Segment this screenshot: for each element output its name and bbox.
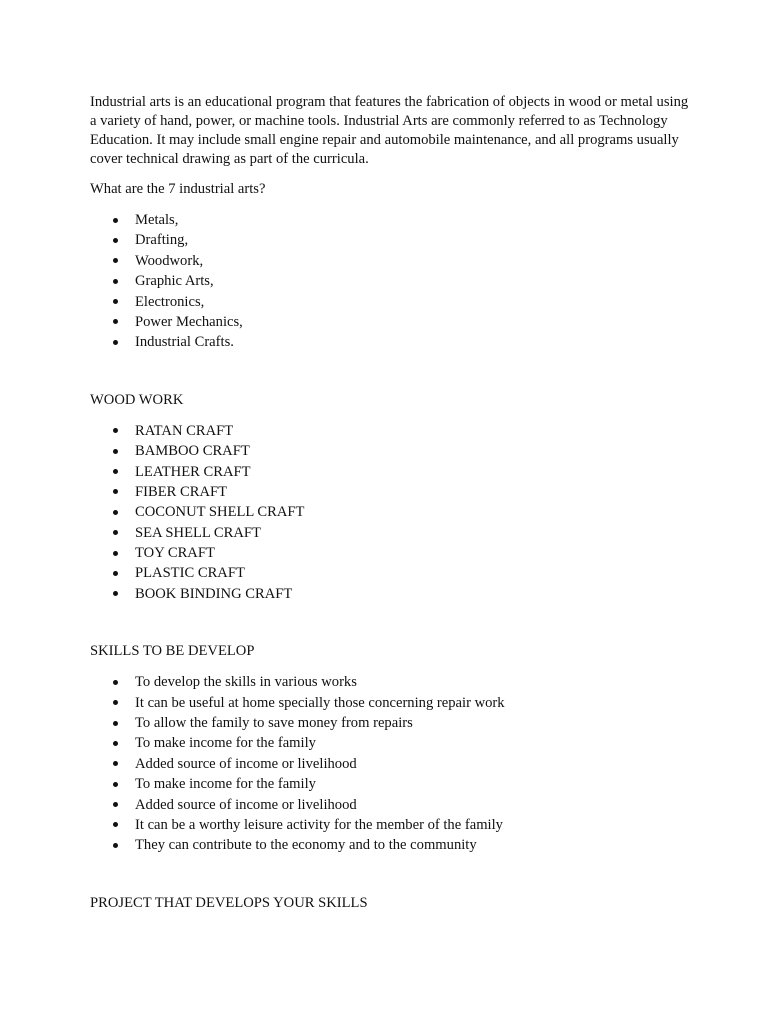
list-item	[90, 292, 690, 312]
bullet-icon	[113, 843, 118, 848]
list-item-label: RATAN CRAFT	[135, 422, 234, 439]
list-item-label: Electronics,	[135, 293, 205, 310]
list-item-label: Industrial Crafts.	[135, 334, 234, 351]
list-item	[90, 251, 690, 271]
list-item	[90, 421, 690, 441]
bullet-icon	[113, 510, 118, 515]
list-item-label: SEA SHELL CRAFT	[135, 524, 261, 541]
list-item	[90, 230, 690, 250]
bullet-icon	[113, 680, 118, 685]
list-item	[90, 672, 690, 692]
bullet-icon	[113, 299, 118, 304]
bullet-icon	[113, 258, 118, 263]
bullet-icon	[113, 340, 118, 345]
list-item	[90, 693, 690, 713]
list-item	[90, 543, 690, 563]
list-item	[90, 733, 690, 753]
list-item-label: LEATHER CRAFT	[135, 463, 251, 480]
skills-heading: SKILLS TO BE DEVELOP	[90, 643, 255, 660]
bullet-icon	[113, 469, 118, 474]
list-item-label: Added source of income or livelihood	[135, 755, 357, 772]
list-item-label: To develop the skills in various works	[135, 674, 357, 691]
question-text: What are the 7 industrial arts?	[90, 181, 266, 197]
list-item-label: Woodwork,	[135, 252, 204, 269]
list-item	[90, 210, 690, 230]
list-item-label: BOOK BINDING CRAFT	[135, 585, 293, 602]
list-item	[90, 441, 690, 461]
bullet-icon	[113, 822, 118, 827]
bullet-icon	[113, 530, 118, 535]
list-item-label: It can be useful at home specially those concerning repair work	[135, 694, 505, 711]
woodwork-heading: WOOD WORK	[90, 391, 184, 408]
list-item	[90, 482, 690, 502]
list-item-label: COCONUT SHELL CRAFT	[135, 504, 305, 521]
list-item-label: To allow the family to save money from repairs	[135, 715, 413, 732]
list-item-label: Graphic Arts,	[135, 273, 214, 290]
document-page	[90, 93, 690, 913]
list-item	[90, 774, 690, 794]
bullet-icon	[113, 721, 118, 726]
list-item	[90, 502, 690, 522]
list-item-label: To make income for the family	[135, 776, 316, 793]
list-item	[90, 815, 690, 835]
bullet-icon	[113, 802, 118, 807]
bullet-icon	[113, 279, 118, 284]
industrial-arts-list	[90, 210, 690, 353]
bullet-icon	[113, 761, 118, 766]
bullet-icon	[113, 238, 118, 243]
skills-list	[90, 672, 690, 856]
list-item	[90, 271, 690, 291]
list-item-label: TOY CRAFT	[135, 545, 215, 562]
list-item-label: Added source of income or livelihood	[135, 796, 357, 813]
list-item-label: Metals,	[135, 212, 179, 228]
list-item	[90, 835, 690, 855]
bullet-icon	[113, 591, 118, 596]
list-item	[90, 713, 690, 733]
list-item-label: FIBER CRAFT	[135, 483, 228, 500]
list-item-label: It can be a worthy leisure activity for the member of the family	[135, 816, 503, 833]
list-item-label: BAMBOO CRAFT	[135, 443, 250, 460]
bullet-icon	[113, 449, 118, 454]
bullet-icon	[113, 489, 118, 494]
bullet-icon	[113, 741, 118, 746]
bullet-icon	[113, 571, 118, 576]
list-item	[90, 462, 690, 482]
list-item	[90, 754, 690, 774]
list-item	[90, 584, 690, 604]
list-item-label: Power Mechanics,	[135, 313, 243, 330]
list-item-label: Drafting,	[135, 232, 189, 249]
bullet-icon	[113, 700, 118, 705]
list-item	[90, 312, 690, 332]
list-item-label: They can contribute to the economy and to the community	[135, 837, 477, 854]
woodwork-list	[90, 421, 690, 605]
list-item	[90, 795, 690, 815]
list-item-label: To make income for the family	[135, 735, 316, 752]
intro-paragraph: Industrial arts is an educational program that features the fabrication of objects in wood or metal using a variety of hand, power, or machine tools. Industrial Arts are commonly referred to as Technology Education. It may include small engine repair and automobile maintenance, and all programs usually cover technical drawing as part of the curricula.	[90, 94, 689, 167]
list-item-label: PLASTIC CRAFT	[135, 565, 245, 582]
project-heading: PROJECT THAT DEVELOPS YOUR SKILLS	[90, 894, 368, 911]
bullet-icon	[113, 428, 118, 433]
list-item	[90, 523, 690, 543]
list-item	[90, 563, 690, 583]
bullet-icon	[113, 218, 118, 223]
bullet-icon	[113, 551, 118, 556]
list-item	[90, 332, 690, 352]
bullet-icon	[113, 782, 118, 787]
bullet-icon	[113, 319, 118, 324]
